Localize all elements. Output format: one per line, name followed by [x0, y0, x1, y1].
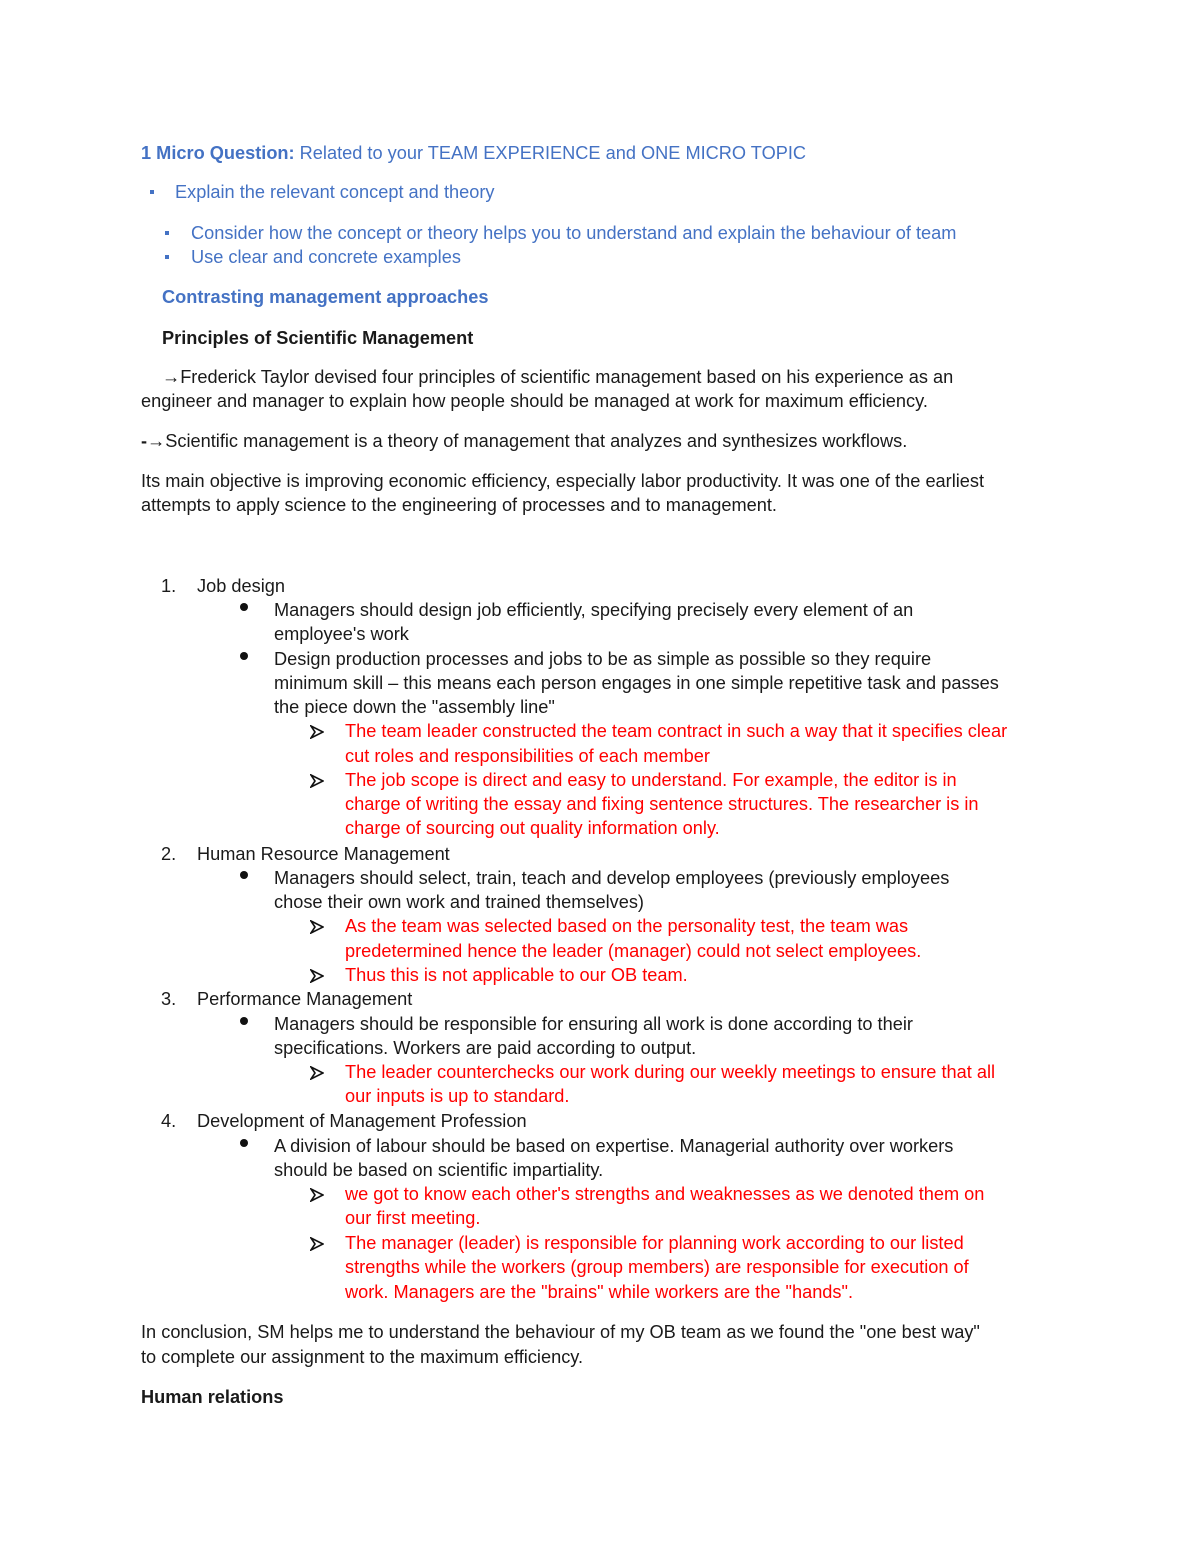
arrowhead-bullet-icon	[310, 1066, 324, 1080]
arrowhead-bullet-icon	[310, 969, 324, 983]
arrowhead-bullet-icon	[310, 725, 324, 739]
list-item-title: Performance Management	[197, 989, 413, 1009]
arrow-icon: →	[162, 367, 181, 387]
arrowhead-bullet-icon	[310, 1237, 324, 1251]
list-number: 1.	[161, 576, 177, 596]
square-bullet-icon	[165, 255, 169, 259]
list-number: 3.	[161, 989, 177, 1009]
bullet-dot-icon	[240, 652, 248, 660]
bullet-text: Managers should design job efficiently, specifying precisely every element of an	[274, 600, 914, 620]
bullet-text: minimum skill – this means each person engages in one simple repetitive task and passes	[274, 673, 999, 693]
example-text: The manager (leader) is responsible for planning work according to our listed	[345, 1233, 964, 1253]
bullet-text: specifications. Workers are paid according to output.	[274, 1038, 697, 1058]
example-text: The leader counterchecks our work during our weekly meetings to ensure that all	[345, 1062, 996, 1082]
sub-bullet-examples: Use clear and concrete examples	[191, 247, 461, 267]
example-text: we got to know each other's strengths and weaknesses as we denoted them on	[345, 1184, 985, 1204]
list-number: 2.	[161, 844, 177, 864]
intro-p3-line1: Its main objective is improving economic efficiency, especially labor productivity. It was one of the earliest	[141, 471, 985, 491]
conclusion-line2: to complete our assignment to the maximum efficiency.	[141, 1347, 584, 1367]
example-text: our first meeting.	[345, 1208, 481, 1228]
bullet-dot-icon	[240, 871, 248, 879]
micro-question-line	[141, 141, 806, 165]
example-text: our inputs is up to standard.	[345, 1086, 570, 1106]
intro-p3-line2: attempts to apply science to the engineering of processes and to management.	[141, 495, 777, 515]
square-bullet-icon	[165, 231, 169, 235]
conclusion-line1: In conclusion, SM helps me to understand the behaviour of my OB team as we found the "one best way"	[141, 1322, 980, 1342]
example-text: The team leader constructed the team contract in such a way that it specifies clear	[345, 721, 1008, 741]
arrowhead-bullet-icon	[310, 1188, 324, 1202]
example-text: cut roles and responsibilities of each member	[345, 746, 710, 766]
bullet-text: Managers should be responsible for ensuring all work is done according to their	[274, 1014, 913, 1034]
bullet-text: should be based on scientific impartiality.	[274, 1160, 604, 1180]
bullet-text: the piece down the "assembly line"	[274, 697, 555, 717]
intro-p2-text: Scientific management is a theory of management that analyzes and synthesizes workflows.	[165, 431, 908, 451]
arrowhead-bullet-icon	[310, 920, 324, 934]
subsection-title: Principles of Scientific Management	[162, 328, 474, 348]
list-item-title: Development of Management Profession	[197, 1111, 527, 1131]
arrowhead-bullet-icon	[310, 774, 324, 788]
dash-arrow-icon: -→	[141, 431, 166, 451]
bullet-text: Managers should select, train, teach and develop employees (previously employees	[274, 868, 950, 888]
example-text: The job scope is direct and easy to understand. For example, the editor is in	[345, 770, 957, 790]
square-bullet-icon	[150, 190, 154, 194]
bullet-text: employee's work	[274, 624, 409, 644]
bullet-explain: Explain the relevant concept and theory	[175, 182, 495, 202]
example-text: charge of writing the essay and fixing sentence structures. The researcher is in	[345, 794, 979, 814]
human-relations-heading: Human relations	[141, 1387, 284, 1407]
list-item-title: Human Resource Management	[197, 844, 450, 864]
bullet-dot-icon	[240, 1139, 248, 1147]
example-text: As the team was selected based on the personality test, the team was	[345, 916, 909, 936]
intro-paragraph-1	[162, 365, 953, 389]
micro-question-text: Related to your TEAM EXPERIENCE and ONE MICRO TOPIC	[294, 143, 807, 163]
list-number: 4.	[161, 1111, 177, 1131]
example-text: work. Managers are the "brains" while workers are the "hands".	[345, 1282, 854, 1302]
bullet-dot-icon	[240, 603, 248, 611]
intro-p1-line1: Frederick Taylor devised four principles of scientific management based on his experience as an	[180, 367, 954, 387]
list-item-title: Job design	[197, 576, 285, 596]
bullet-text: Design production processes and jobs to be as simple as possible so they require	[274, 649, 932, 669]
example-text: charge of sourcing out quality information only.	[345, 818, 720, 838]
micro-question-label: 1 Micro Question:	[141, 143, 295, 163]
intro-p1-line2: engineer and manager to explain how people should be managed at work for maximum efficiency.	[141, 391, 928, 411]
intro-paragraph-2	[141, 429, 907, 453]
section-title: Contrasting management approaches	[162, 287, 489, 307]
example-text: predetermined hence the leader (manager) could not select employees.	[345, 941, 922, 961]
sub-bullet-consider: Consider how the concept or theory helps you to understand and explain the behaviour of team	[191, 223, 957, 243]
bullet-text: chose their own work and trained themselves)	[274, 892, 644, 912]
bullet-text: A division of labour should be based on expertise. Managerial authority over workers	[274, 1136, 954, 1156]
example-text: Thus this is not applicable to our OB team.	[345, 965, 688, 985]
bullet-dot-icon	[240, 1017, 248, 1025]
example-text: strengths while the workers (group members) are responsible for execution of	[345, 1257, 969, 1277]
